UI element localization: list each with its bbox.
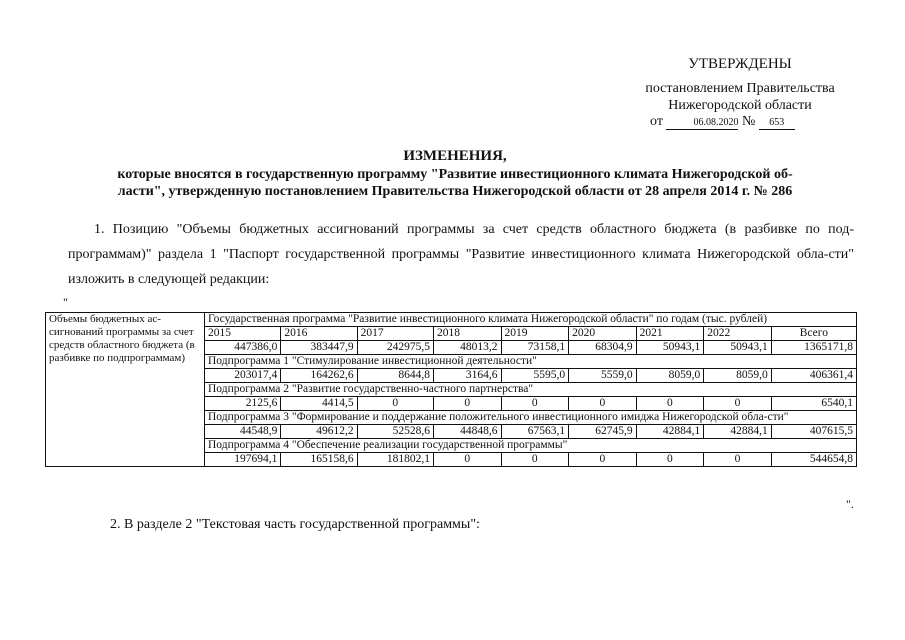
approval-date-line	[650, 114, 850, 130]
subprogram-title: Подпрограмма 4 "Обеспечение реализации государственной программы"	[205, 439, 857, 453]
year-header-cell: 2019	[501, 327, 569, 341]
subprogram-value-cell: 0	[433, 453, 501, 467]
year-header-cell: Всего	[771, 327, 856, 341]
subprogram-value-cell: 4414,5	[281, 397, 357, 411]
subprogram-value-cell: 44548,9	[205, 425, 281, 439]
subprogram-value-cell: 44848,6	[433, 425, 501, 439]
subprogram-value-cell: 0	[569, 453, 637, 467]
document-title: ИЗМЕНЕНИЯ,	[403, 148, 507, 164]
budget-table-body	[46, 313, 857, 467]
program-value-cell: 383447,9	[281, 341, 357, 355]
approval-line-1: постановлением Правительства	[645, 81, 835, 96]
subprogram-value-cell: 62745,9	[569, 425, 637, 439]
approval-line-2: Нижегородской области	[668, 98, 812, 113]
subprogram-value-cell: 407615,5	[771, 425, 856, 439]
subprogram-value-cell: 197694,1	[205, 453, 281, 467]
subprogram-value-cell: 0	[704, 397, 772, 411]
program-value-cell: 50943,1	[704, 341, 772, 355]
subprogram-value-cell: 0	[636, 453, 704, 467]
approval-number: 653	[759, 117, 795, 130]
program-value-cell: 48013,2	[433, 341, 501, 355]
subprogram-value-cell: 8644,8	[357, 369, 433, 383]
subprogram-value-cell: 544654,8	[771, 453, 856, 467]
table-row	[46, 313, 857, 327]
program-value-cell: 447386,0	[205, 341, 281, 355]
subprogram-value-cell: 5595,0	[501, 369, 569, 383]
program-value-cell: 1365171,8	[771, 341, 856, 355]
approval-from-label: от	[650, 114, 663, 129]
row-label-cell: Объемы бюджетных ас-сигнований программы за счет средств областного бюджета (в разбивке по подпрограммам)	[46, 313, 205, 467]
document-subtitle-line-2: ласти", утвержденную постановлением Правительства Нижегородской области от 28 апреля 2014 г. № 286	[117, 184, 793, 199]
subprogram-value-cell: 3164,6	[433, 369, 501, 383]
subprogram-value-cell: 67563,1	[501, 425, 569, 439]
subprogram-value-cell: 8059,0	[636, 369, 704, 383]
subprogram-value-cell: 6540,1	[771, 397, 856, 411]
subprogram-value-cell: 0	[501, 397, 569, 411]
paragraph-1: 1. Позицию "Объемы бюджетных ассигнований программы за счет средств областного бюджета (в разбивке по под-программам)" раздела 1 "Паспорт государственной программы "Развитие инвестиционного климата Нижегородской обла-сти" изложить в следующей редакции:	[68, 222, 854, 287]
year-header-cell: 2018	[433, 327, 501, 341]
budget-table	[45, 312, 857, 467]
year-header-cell: 2022	[704, 327, 772, 341]
subprogram-value-cell: 0	[501, 453, 569, 467]
subprogram-value-cell: 52528,6	[357, 425, 433, 439]
subprogram-value-cell: 42884,1	[704, 425, 772, 439]
subprogram-value-cell: 2125,6	[205, 397, 281, 411]
year-header-cell: 2021	[636, 327, 704, 341]
subprogram-value-cell: 181802,1	[357, 453, 433, 467]
year-header-cell: 2020	[569, 327, 637, 341]
subprogram-value-cell: 0	[636, 397, 704, 411]
subprogram-value-cell: 0	[433, 397, 501, 411]
subprogram-value-cell: 165158,6	[281, 453, 357, 467]
program-value-cell: 50943,1	[636, 341, 704, 355]
year-header-cell: 2016	[281, 327, 357, 341]
subprogram-value-cell: 0	[569, 397, 637, 411]
program-value-cell: 73158,1	[501, 341, 569, 355]
subprogram-value-cell: 164262,6	[281, 369, 357, 383]
program-value-cell: 68304,9	[569, 341, 637, 355]
subprogram-title: Подпрограмма 3 "Формирование и поддержание положительного инвестиционного имиджа Нижегородской обла-сти"	[205, 411, 857, 425]
year-header-cell: 2017	[357, 327, 433, 341]
paragraph-2: 2. В разделе 2 "Текстовая часть государственной программы":	[110, 517, 480, 532]
quote-open: "	[63, 295, 68, 309]
quote-close: ".	[846, 497, 854, 511]
year-header-cell: 2015	[205, 327, 281, 341]
subprogram-value-cell: 42884,1	[636, 425, 704, 439]
program-header: Государственная программа "Развитие инвестиционного климата Нижегородской области" по годам (тыс. рублей)	[205, 313, 857, 327]
subprogram-value-cell: 5559,0	[569, 369, 637, 383]
program-value-cell: 242975,5	[357, 341, 433, 355]
subprogram-value-cell: 49612,2	[281, 425, 357, 439]
subprogram-value-cell: 406361,4	[771, 369, 856, 383]
approval-date: 06.08.2020	[666, 117, 738, 130]
document-subtitle-line-1: которые вносятся в государственную программу "Развитие инвестиционного климата Нижегородской об-	[117, 167, 793, 182]
subprogram-value-cell: 0	[357, 397, 433, 411]
approval-number-label: №	[741, 114, 756, 129]
subprogram-title: Подпрограмма 1 "Стимулирование инвестиционной деятельности"	[205, 355, 857, 369]
subprogram-value-cell: 0	[704, 453, 772, 467]
subprogram-value-cell: 8059,0	[704, 369, 772, 383]
subprogram-title: Подпрограмма 2 "Развитие государственно-частного партнерства"	[205, 383, 857, 397]
approval-title: УТВЕРЖДЕНЫ	[688, 56, 792, 72]
subprogram-value-cell: 203017,4	[205, 369, 281, 383]
